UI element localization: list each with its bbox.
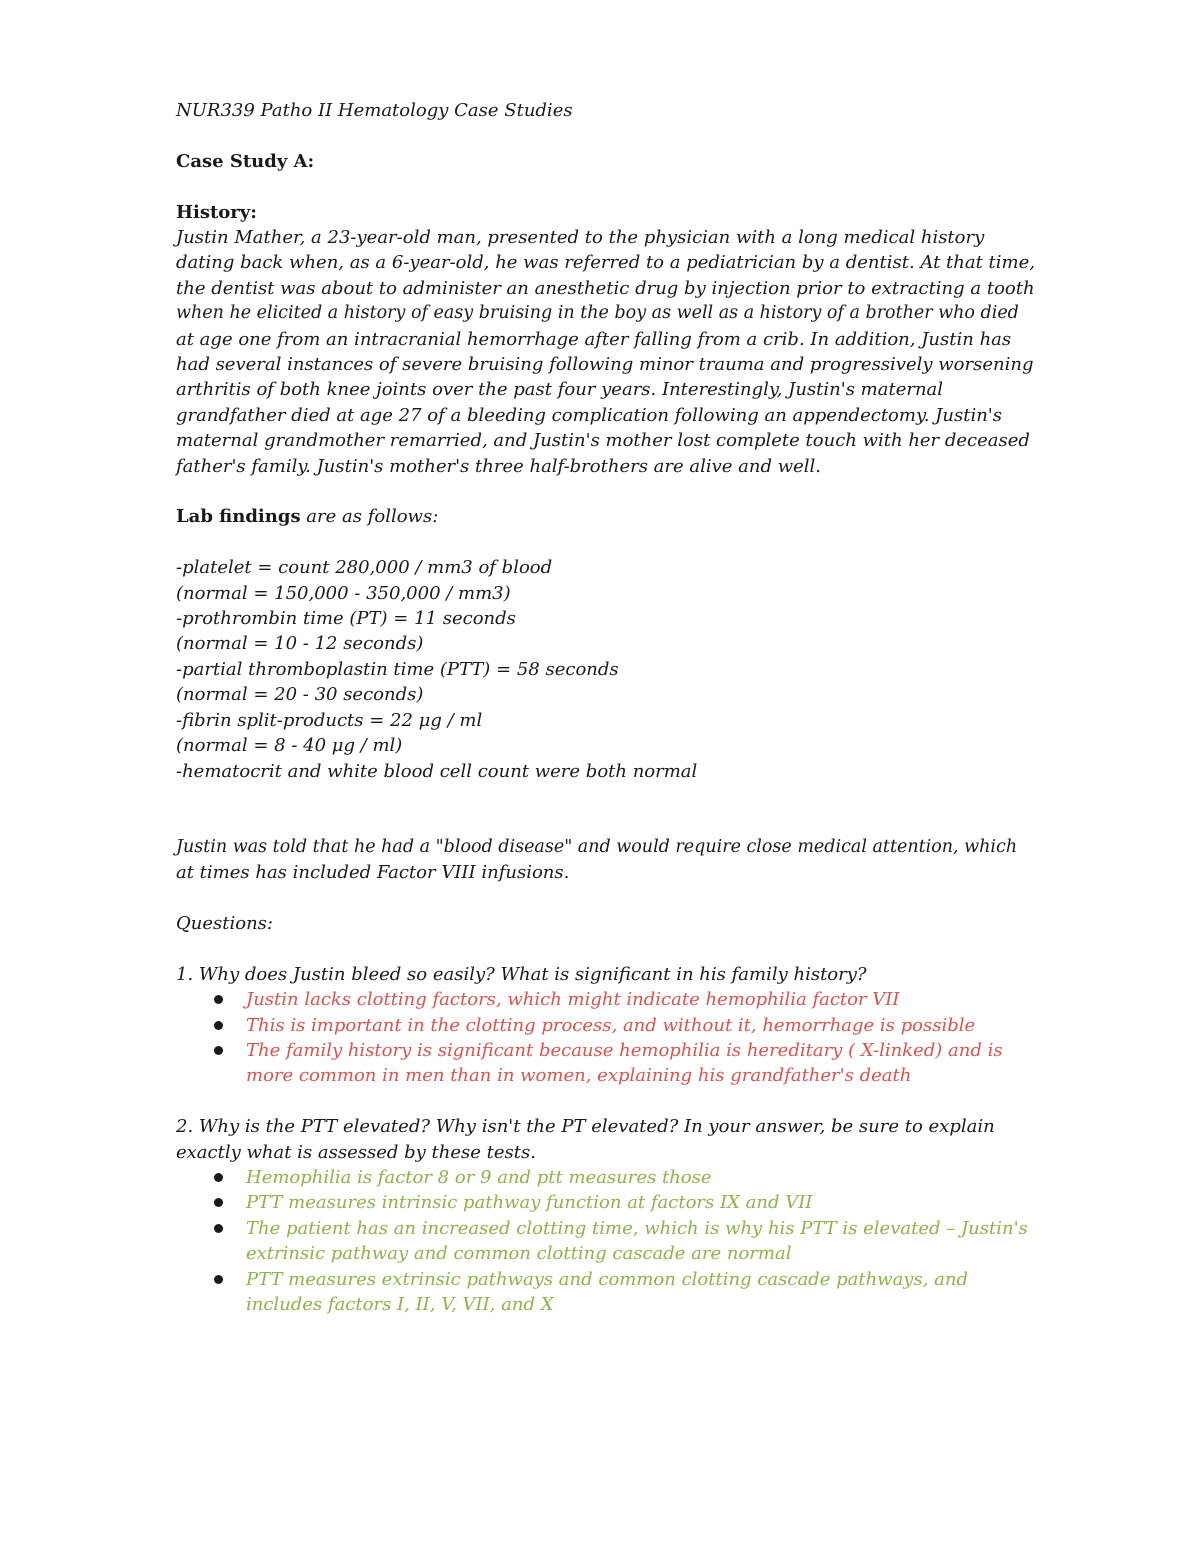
answer-line: Hemophilia is factor 8 or 9 and ptt measures those — [246, 1166, 712, 1188]
answer-line: PTT measures intrinsic pathway function at factors IX and VII — [246, 1192, 813, 1214]
lab-line: (normal = 10 - 12 seconds) — [176, 633, 424, 655]
answer-item — [176, 1013, 1036, 1038]
answer-line: PTT measures extrinsic pathways and common clotting cascade pathways, and — [246, 1268, 968, 1290]
bullet-icon — [214, 1046, 223, 1055]
lab-line: (normal = 8 - 40 μg / ml) — [176, 735, 403, 757]
lab-line: (normal = 150,000 - 350,000 / mm3) — [176, 582, 511, 604]
document-content — [176, 98, 1036, 1317]
question-line: 2. Why is the PTT elevated? Why isn't the PT elevated? In your answer, be sure to explain — [176, 1116, 995, 1138]
answer-line: This is important in the clotting process, and without it, hemorrhage is possible — [246, 1014, 976, 1036]
bullet-icon — [214, 1021, 223, 1030]
question-2 — [176, 1114, 1036, 1165]
answer-item — [176, 987, 1036, 1012]
bullet-icon — [214, 1198, 223, 1207]
history-line: Justin Mather, a 23-year-old man, presented to the physician with a long medical history — [176, 227, 985, 248]
conclusion-paragraph — [176, 835, 1036, 886]
document-header: NUR339 Patho II Hematology Case Studies — [176, 100, 573, 121]
bullet-icon — [214, 1224, 223, 1233]
history-line: father's family. Justin's mother's three half-brothers are alive and well. — [176, 455, 822, 477]
answer-line: includes factors I, II, V, VII, and X — [246, 1293, 554, 1315]
lab-findings-heading — [176, 504, 1036, 529]
lab-line: -fibrin split-products = 22 μg / ml — [176, 709, 483, 731]
history-line: grandfather died at age 27 of a bleeding complication following an appendectomy. Justin's — [176, 404, 1002, 426]
bullet-icon — [214, 1275, 223, 1284]
history-line: when he elicited a history of easy bruising in the boy as well as a history of a brother who died — [176, 303, 1019, 324]
history-line: at age one from an intracranial hemorrhage after falling from a crib. In addition, Justin has — [176, 328, 1012, 350]
history-line: had several instances of severe bruising following minor trauma and progressively worsening — [176, 354, 1034, 376]
history-line: the dentist was about to administer an anesthetic drug by injection prior to extracting a tooth — [176, 277, 1035, 299]
answer-item — [176, 1216, 1036, 1267]
answer-item — [176, 1267, 1036, 1318]
lab-findings-heading-bold: Lab findings — [176, 506, 301, 528]
bullet-icon — [214, 1173, 223, 1182]
lab-line: -platelet = count 280,000 / mm3 of blood — [176, 557, 553, 579]
answer-line: The family history is significant because hemophilia is hereditary ( X-linked) and is — [246, 1039, 1003, 1061]
lab-findings-list — [176, 555, 1036, 784]
answer-item — [176, 1038, 1036, 1089]
case-title: Case Study A: — [176, 150, 315, 172]
history-paragraph — [176, 225, 1036, 479]
lab-line: -prothrombin time (PT) = 11 seconds — [176, 608, 516, 630]
lab-line: -partial thromboplastin time (PTT) = 58 seconds — [176, 658, 619, 680]
lab-findings-heading-rest: are as follows: — [300, 506, 439, 528]
answer-line: The patient has an increased clotting time, which is why his PTT is elevated – Justin's — [246, 1217, 1028, 1239]
history-line: arthritis of both knee joints over the past four years. Interestingly, Justin's maternal — [176, 379, 944, 401]
answer-line: more common in men than in women, explaining his grandfather's death — [246, 1065, 912, 1087]
conclusion-line: at times has included Factor VIII infusions. — [176, 862, 570, 884]
answer-line: extrinsic pathway and common clotting cascade are normal — [246, 1243, 792, 1265]
answer-item — [176, 1165, 1036, 1190]
answers-1-list — [176, 987, 1036, 1089]
answer-line: Justin lacks clotting factors, which might indicate hemophilia factor VII — [246, 989, 900, 1011]
history-heading: History: — [176, 201, 257, 223]
answer-item — [176, 1190, 1036, 1215]
answers-2-list — [176, 1165, 1036, 1317]
history-line: maternal grandmother remarried, and Justin's mother lost complete touch with her deceased — [176, 430, 1030, 452]
conclusion-line: Justin was told that he had a "blood disease" and would require close medical attention, which — [176, 836, 1018, 857]
history-line: dating back when, as a 6-year-old, he was referred to a pediatrician by a dentist. At that time, — [176, 252, 1035, 274]
question-1: 1. Why does Justin bleed so easily? What is significant in his family history? — [176, 963, 867, 985]
bullet-icon — [214, 995, 223, 1004]
questions-heading: Questions: — [176, 912, 273, 934]
question-line: exactly what is assessed by these tests. — [176, 1141, 536, 1163]
lab-line: -hematocrit and white blood cell count were both normal — [176, 760, 698, 782]
lab-line: (normal = 20 - 30 seconds) — [176, 684, 424, 706]
